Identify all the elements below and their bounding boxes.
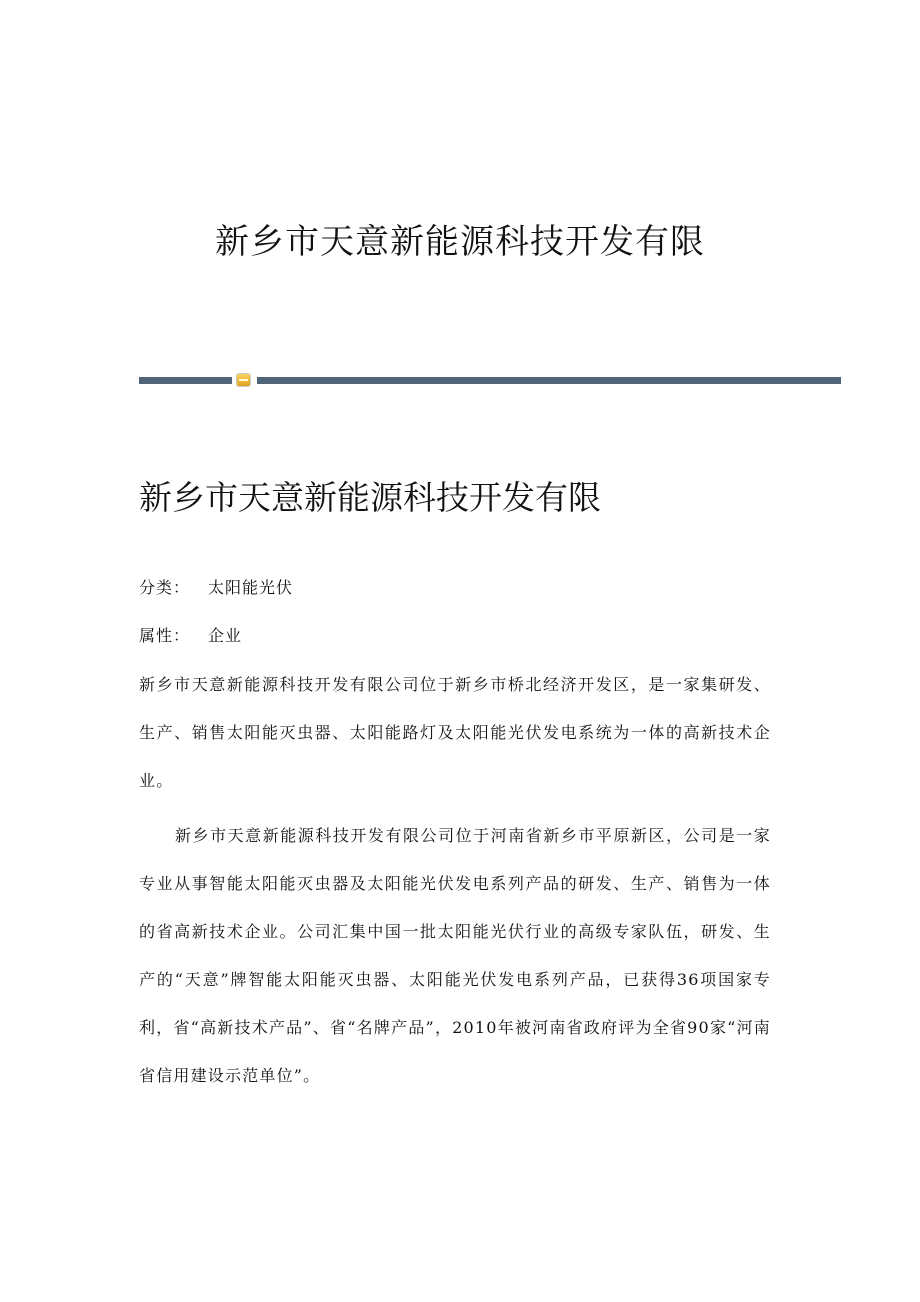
section-divider — [139, 373, 841, 387]
category-row — [139, 576, 293, 600]
category-label: 分类： — [139, 578, 191, 597]
category-value: 太阳能光伏 — [208, 578, 294, 597]
body-paragraph: 新乡市天意新能源科技开发有限公司位于河南省新乡市平原新区，公司是一家专业从事智能太阳能灭虫器及太阳能光伏发电系列产品的研发、生产、销售为一体的省高新技术企业。公司汇集中国一批太阳能光伏行业的高级专家队伍，研发、生产的“天意”牌智能太阳能灭虫器、太阳能光伏发电系列产品，已获得36项国家专利，省“高新技术产品”、省“名牌产品”，2010年被河南省政府评为全省90家“河南省信用建设示范单位”。 — [139, 826, 771, 1085]
divider-ornament-icon — [237, 374, 250, 386]
intro-paragraph: 新乡市天意新能源科技开发有限公司位于新乡市桥北经济开发区，是一家集研发、生产、销售太阳能灭虫器、太阳能路灯及太阳能光伏发电系统为一体的高新技术企业。 — [139, 675, 771, 790]
document-heading: 新乡市天意新能源科技开发有限 — [139, 478, 601, 517]
divider-bar-right — [257, 377, 841, 384]
attribute-row — [139, 624, 242, 648]
cover-title: 新乡市天意新能源科技开发有限 — [215, 222, 705, 262]
attribute-value: 企业 — [208, 626, 243, 645]
attribute-label: 属性： — [139, 626, 191, 645]
divider-bar-left — [139, 377, 232, 384]
